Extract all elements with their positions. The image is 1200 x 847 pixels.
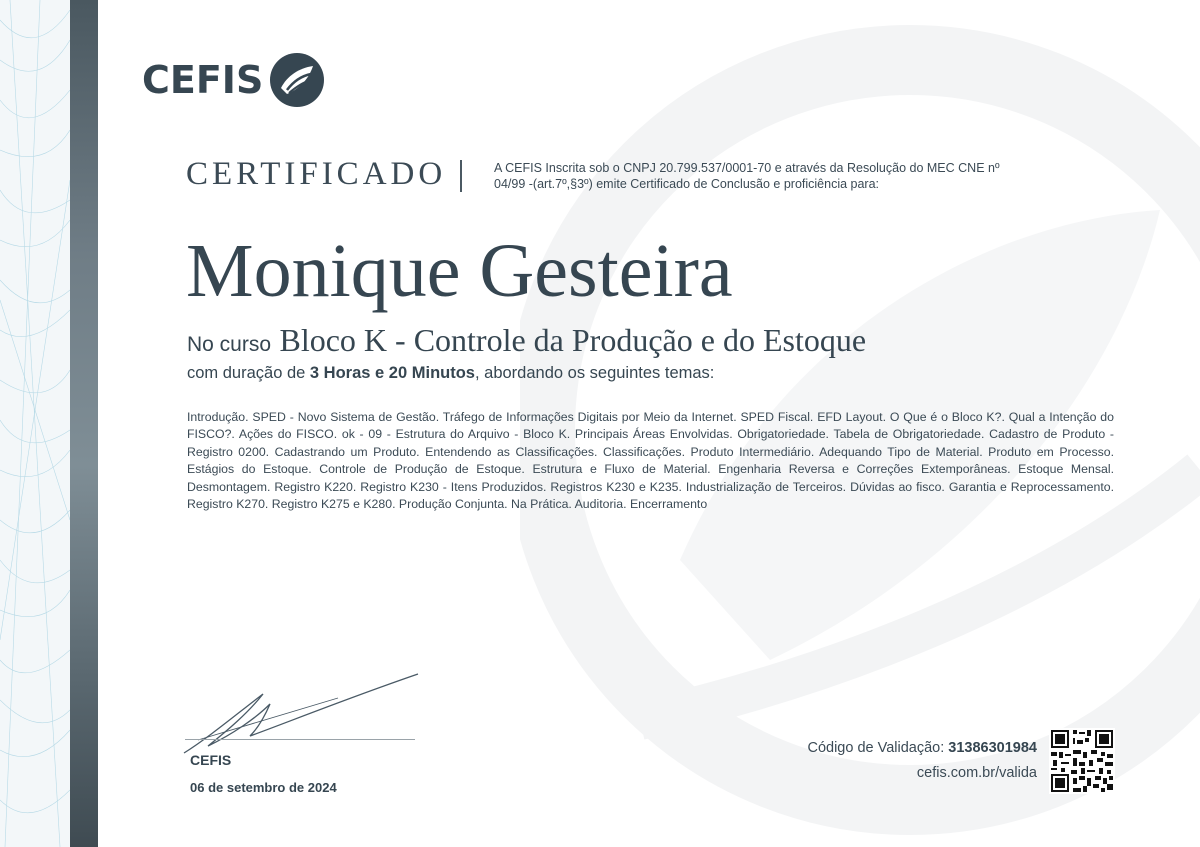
cefis-logo-icon: [269, 52, 325, 108]
title-divider: [460, 160, 462, 192]
validation-url[interactable]: cefis.com.br/valida: [916, 765, 1037, 781]
issue-date: 06 de setembro de 2024: [190, 780, 337, 795]
decorative-pattern: [0, 0, 70, 847]
duration-suffix: , abordando os seguintes temas:: [474, 364, 715, 382]
validation-code: 31386301984: [948, 740, 1037, 756]
certificate-intro: A CEFIS Inscrita sob o CNPJ 20.799.537/0001-70 e através da Resolução do MEC CNE nº 04/99 -(art.7º,§3º) emite Certificado de Conclusão e proficiência para:: [494, 161, 1000, 191]
course-topics: Introdução. SPED - Novo Sistema de Gestão. Tráfego de Informações Digitais por Meio da Internet. SPED Fiscal. EFD Layout. O Que é o Bloco K?. Qual a Intenção do FISCO?. Ações do FISCO. ok - 09 - Estrutura do Arquivo - Bloco K. Principais Áreas Envolvidas. Obrigatoriedade. Tabela de Obrigatoriedade. Cadastro de Produto - Registro 0200. Cadastrando um Produto. Entendendo as Classificações. Classificações. Produto Intermediário. Adequando Tipo de Material. Produto em Processo. Estágios do Estoque. Controle de Produção de Estoque. Estrutura e Fluxo de Material. Engenharia Reversa e Correções Extemporâneas. Estoque Mensal. Desmontagem. Registro K220. Registro K230 - Itens Produzidos. Registros K230 e K235. Industrialização de Terceiros. Dúvidas ao fisco. Garantia e Reprocessamento. Registro K270. Registro K275 e K280. Produção Conjunta. Na Prática. Auditoria. Encerramento: [187, 410, 1114, 512]
signature: [178, 668, 423, 760]
certificate-title: CERTIFICADO: [186, 156, 447, 192]
logo-text: CEFIS: [142, 58, 264, 102]
cefis-logo: [142, 52, 325, 108]
validation-label: Código de Validação:: [807, 740, 945, 756]
signature-line: [185, 739, 415, 740]
decorative-side-bar: [70, 0, 98, 847]
validation-block: [807, 740, 1037, 781]
duration-line: [187, 364, 714, 383]
student-name: Monique Gesteira: [186, 229, 733, 313]
course-line: [187, 322, 866, 359]
issuer-name: CEFIS: [190, 752, 232, 768]
duration-value: 3 Horas e 20 Minutos: [309, 364, 475, 382]
course-prefix: No curso: [187, 333, 272, 356]
course-name: Bloco K - Controle da Produção e do Estoque: [279, 322, 867, 358]
qr-code-icon[interactable]: [1049, 728, 1115, 794]
duration-prefix: com duração de: [187, 364, 306, 382]
